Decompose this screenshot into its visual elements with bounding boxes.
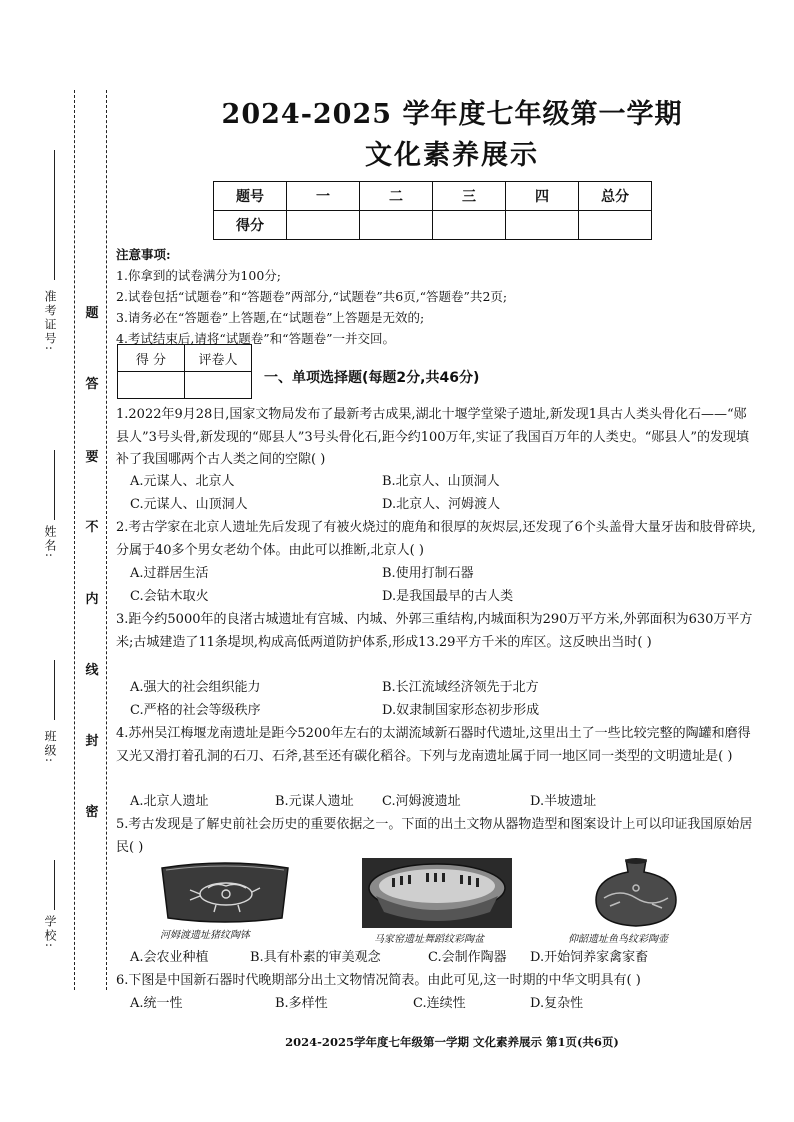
question-4-stem: 4.苏州吴江梅堰龙南遗址是距今5200年左右的太湖流域新石器时代遗址,这里出土了一些比较完整的陶罐和磨得又光又滑打着孔洞的石刀、石斧,甚至还有碳化稻谷。下列与龙南遗址属于同一地区同一类型的文明遗址是( )	[116, 726, 751, 764]
question-6-stem: 6.下图是中国新石器时代晚期部分出土文物情况简表。由此可见,这一时期的中华文明具有( )	[116, 973, 641, 988]
option-d: D.奴隶制国家形态初步形成	[382, 703, 540, 718]
option-c: C.会钻木取火	[130, 589, 209, 604]
exam-no-line	[54, 150, 55, 280]
option-a: A.过群居生活	[130, 566, 209, 581]
question-2-options-row1	[130, 563, 730, 585]
grader-score-header: 得 分	[118, 345, 185, 372]
option-d: D.北京人、河姆渡人	[382, 497, 501, 512]
notes-item: 3.请务必在“答题卷”上答题,在“试题卷”上答题是无效的;	[116, 310, 425, 325]
option-d: D.半坡遗址	[530, 794, 597, 809]
score-header-cell: 三	[433, 182, 506, 211]
pig-pattern-bowl-image	[156, 860, 294, 924]
question-3-stem: 3.距今约5000年的良渚古城遗址有宫城、内城、外郭三重结构,内城面积为290万平方米,外郭面积为630万平方米;古城建造了11条堤坝,构成高低两道防护体系,形成13.29平方千米的库区。这反映出当时( )	[116, 612, 753, 650]
question-5-options-row	[130, 947, 770, 969]
option-a: A.强大的社会组织能力	[130, 680, 261, 695]
option-d: D.是我国最早的古人类	[382, 589, 514, 604]
score-header-cell: 四	[506, 182, 579, 211]
school-label: 学校:	[43, 915, 57, 950]
option-b: B.长江流域经济领先于北方	[382, 680, 539, 695]
score-cell	[433, 211, 506, 240]
option-b: B.多样性	[275, 996, 328, 1011]
option-a: A.元谋人、北京人	[130, 474, 235, 489]
school-line	[54, 860, 55, 910]
page-footer: 2024-2025学年度七年级第一学期 文化素养展示 第1页(共6页)	[285, 1035, 619, 1049]
page-subtitle: 文化素养展示	[365, 140, 539, 171]
pig-bowl-caption: 河姆渡遗址猪纹陶钵	[160, 930, 250, 941]
question-5-stem: 5.考古发现是了解史前社会历史的重要依据之一。下面的出土文物从器物造型和图案设计上可以印证我国原始居民( )	[116, 817, 753, 855]
notes-item: 1.你拿到的试卷满分为100分;	[116, 268, 281, 283]
seal-char: 封	[85, 734, 99, 749]
question-2-stem: 2.考古学家在北京人遗址先后发现了有被火烧过的鹿角和很厚的灰烬层,还发现了6个头盖骨大量牙齿和肢骨碎块,分属于40多个男女老幼个体。由此可以推断,北京人( )	[116, 520, 756, 558]
seal-char: 题	[85, 306, 99, 321]
score-table-header-row	[214, 182, 652, 211]
question-4-options-row	[130, 791, 730, 813]
seal-char: 不	[85, 520, 99, 535]
option-c: C.河姆渡遗址	[382, 794, 461, 809]
page-title: 2024-2025 学年度七年级第一学期	[221, 99, 683, 130]
option-c: C.会制作陶器	[428, 950, 507, 965]
question-3-options-row1	[130, 677, 730, 699]
option-c: C.元谋人、山顶洞人	[130, 497, 248, 512]
binding-dashed-line-outer	[74, 90, 75, 990]
grader-table	[117, 344, 252, 399]
score-table	[213, 181, 652, 240]
seal-char: 密	[85, 805, 99, 820]
grader-score-cell	[118, 372, 185, 399]
option-d: D.开始饲养家禽家畜	[530, 950, 649, 965]
fish-bird-pot-image	[590, 858, 682, 928]
section-title: 一、单项选择题(每题2分,共46分)	[264, 370, 480, 386]
question-2-options-row2	[130, 586, 730, 608]
score-header-cell: 一	[287, 182, 360, 211]
question-6-options-row	[130, 993, 730, 1015]
seal-char: 答	[85, 377, 99, 392]
option-b: B.具有朴素的审美观念	[250, 950, 381, 965]
exam-no-label: 准考证号:	[43, 290, 57, 353]
notes-heading: 注意事项:	[116, 247, 171, 262]
score-cell	[579, 211, 652, 240]
score-cell	[506, 211, 579, 240]
binding-dashed-line-inner	[106, 90, 107, 990]
option-b: B.元谋人遗址	[275, 794, 354, 809]
class-label: 班级:	[43, 730, 57, 765]
notes-block	[116, 244, 776, 349]
fish-bird-pot-caption: 仰韶遗址鱼鸟纹彩陶壶	[568, 934, 668, 945]
score-table-score-row	[214, 211, 652, 240]
seal-char: 要	[85, 450, 99, 465]
option-b: B.北京人、山顶洞人	[382, 474, 500, 489]
option-d: D.复杂性	[530, 996, 584, 1011]
seal-char: 内	[85, 592, 99, 607]
grader-name-cell	[185, 372, 252, 399]
option-c: C.连续性	[413, 996, 466, 1011]
name-line	[54, 450, 55, 520]
seal-char: 线	[85, 663, 99, 678]
dancing-basin-caption: 马家窑遗址舞蹈纹彩陶盆	[374, 934, 484, 945]
option-c: C.严格的社会等级秩序	[130, 703, 261, 718]
question-3-options-row2	[130, 700, 730, 722]
score-row-label: 得分	[214, 211, 287, 240]
option-b: B.使用打制石器	[382, 566, 474, 581]
option-a: A.会农业种植	[130, 950, 209, 965]
question-1-options-row2	[130, 494, 730, 516]
name-label: 姓名:	[43, 525, 57, 560]
notes-item: 2.试卷包括“试题卷”和“答题卷”两部分,“试题卷”共6页,“答题卷”共2页;	[116, 289, 508, 304]
score-header-cell: 题号	[214, 182, 287, 211]
option-a: A.统一性	[130, 996, 183, 1011]
score-cell	[360, 211, 433, 240]
question-1-options-row1	[130, 471, 730, 493]
score-cell	[287, 211, 360, 240]
score-header-cell: 二	[360, 182, 433, 211]
dancing-pattern-basin-image	[362, 858, 512, 928]
question-1-stem: 1.2022年9月28日,国家文物局发布了最新考古成果,湖北十堰学堂梁子遗址,新发现1具古人类头骨化石——“郧县人”3号头骨,新发现的“郧县人”3号头骨化石,距今约100万年,实证了我国百万年的人类史。“郧县人”的发现填补了我国哪两个古人类之间的空隙( )	[116, 407, 749, 467]
class-line	[54, 660, 55, 720]
score-header-cell: 总分	[579, 182, 652, 211]
notes-item: 4.考试结束后,请将“试题卷”和“答题卷”一并交回。	[116, 331, 395, 346]
option-a: A.北京人遗址	[130, 794, 209, 809]
grader-name-header: 评卷人	[185, 345, 252, 372]
